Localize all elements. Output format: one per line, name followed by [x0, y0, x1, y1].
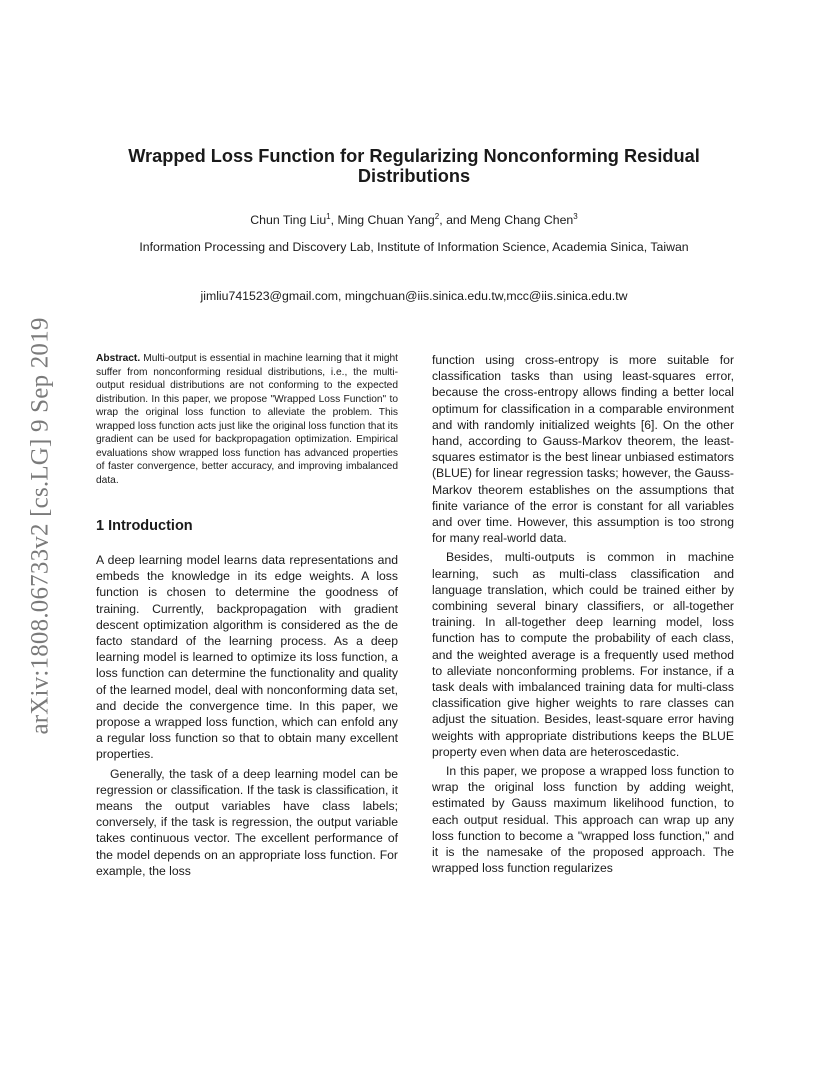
body-paragraph: A deep learning model learns data representations and embeds the knowledge in its edge weights. A loss function is chosen to determine the goodness of training. Currently, backpropagation with gradient descent optimization algorithm is considered as the de facto standard of the learning process. As a deep learning model is learned to optimize its loss function, a loss function can determine the functionality and quality of the learned model, deal with nonconforming data set, and decide the convergence time. In this paper, we propose a wrapped loss function, which can enfold any a regular loss function so that to obtain many excellent properties. — [96, 553, 398, 762]
body-paragraph: In this paper, we propose a wrapped loss function to wrap the original loss function by adding weight, estimated by Gauss maximum likelihood function, to each output residual. This approach can wrap up any loss function to become a "wrapped loss function," and it is the namesake of the proposed approach. The wrapped loss function regularizes — [432, 764, 734, 876]
affiliation: Information Processing and Discovery Lab, Institute of Information Science, Academia Sinica, Taiwan — [139, 240, 689, 254]
author-name: Chun Ting Liu — [250, 213, 327, 227]
author-name: Meng Chang Chen — [470, 213, 574, 227]
left-column — [96, 352, 398, 879]
author-name: Ming Chuan Yang — [337, 213, 435, 227]
arxiv-identifier-stamp — [22, 296, 60, 756]
section-heading-introduction: 1 Introduction — [96, 518, 193, 534]
paper-title-line-1: Wrapped Loss Function for Regularizing Nonconforming Residual — [128, 146, 700, 166]
paper-title-line-2: Distributions — [357, 166, 471, 186]
author-emails: jimliu741523@gmail.com, mingchuan@iis.sinica.edu.tw,mcc@iis.sinica.edu.tw — [200, 289, 628, 303]
right-column — [432, 352, 734, 877]
paper-title — [96, 146, 732, 186]
abstract-text: Multi-output is essential in machine learning that it might suffer from nonconforming residual distributions, i.e., the multi-output residual distributions are not conforming to the expected distribution. In this paper, we propose "Wrapped Loss Function" to wrap the original loss function to alleviate the problem. This wrapped loss function acts just like the original loss function that its gradient can be used for backpropagation optimization. Empirical evaluations show wrapped loss function has advanced properties of faster convergence, better accuracy, and improving imbalanced data. — [96, 353, 398, 486]
author-separator: , and — [439, 213, 471, 227]
body-paragraph: Besides, multi-outputs is common in machine learning, such as multi-class classification and language translation, which could be trained either by combining several binary classifiers, or all-together training. In all-together deep learning model, loss function has to compute the probability of each class, and the weighted average is a frequently used method to alleviate nonconforming problems. For instance, if a task deals with imbalanced training data for multi-class classification give higher weights to rare classes can adjust the situation. Besides, least-square error having weights with appropriate distributions keeps the BLUE property even when data are heteroscedastic. — [432, 550, 734, 759]
abstract-label: Abstract. — [96, 353, 141, 364]
affiliation-mark: 3 — [573, 212, 578, 221]
affiliation-mark: 2 — [434, 212, 440, 221]
author-separator: , — [330, 213, 338, 227]
body-paragraph: Generally, the task of a deep learning model can be regression or classification. If the task is classification, it means the output variables have class labels; conversely, if the task is regression, the output variable takes continuous vector. The excellent performance of the model depends on an appropriate loss function. For example, the loss — [96, 766, 398, 878]
abstract — [96, 352, 398, 487]
body-paragraph: function using cross-entropy is more suitable for classification tasks than using least-squares error, because the cross-entropy allows finding a better local optimum for classification in a comparable environment and with randomly initialized weights [6]. On the other hand, according to Gauss-Markov theorem, the least-squares estimator is the best linear unbiased estimators (BLUE) for linear regression tasks; however, the Gauss-Markov theorem establishes on the assumptions that finite variance of the error is constant for all variables and over time. However, this assumption is too strong for many real-world data. — [432, 353, 734, 546]
affiliation-mark: 1 — [326, 212, 331, 221]
author-list — [96, 209, 732, 228]
arxiv-identifier-text: arXiv:1808.06733v2 [cs.LG] 9 Sep 2019 — [27, 317, 55, 735]
